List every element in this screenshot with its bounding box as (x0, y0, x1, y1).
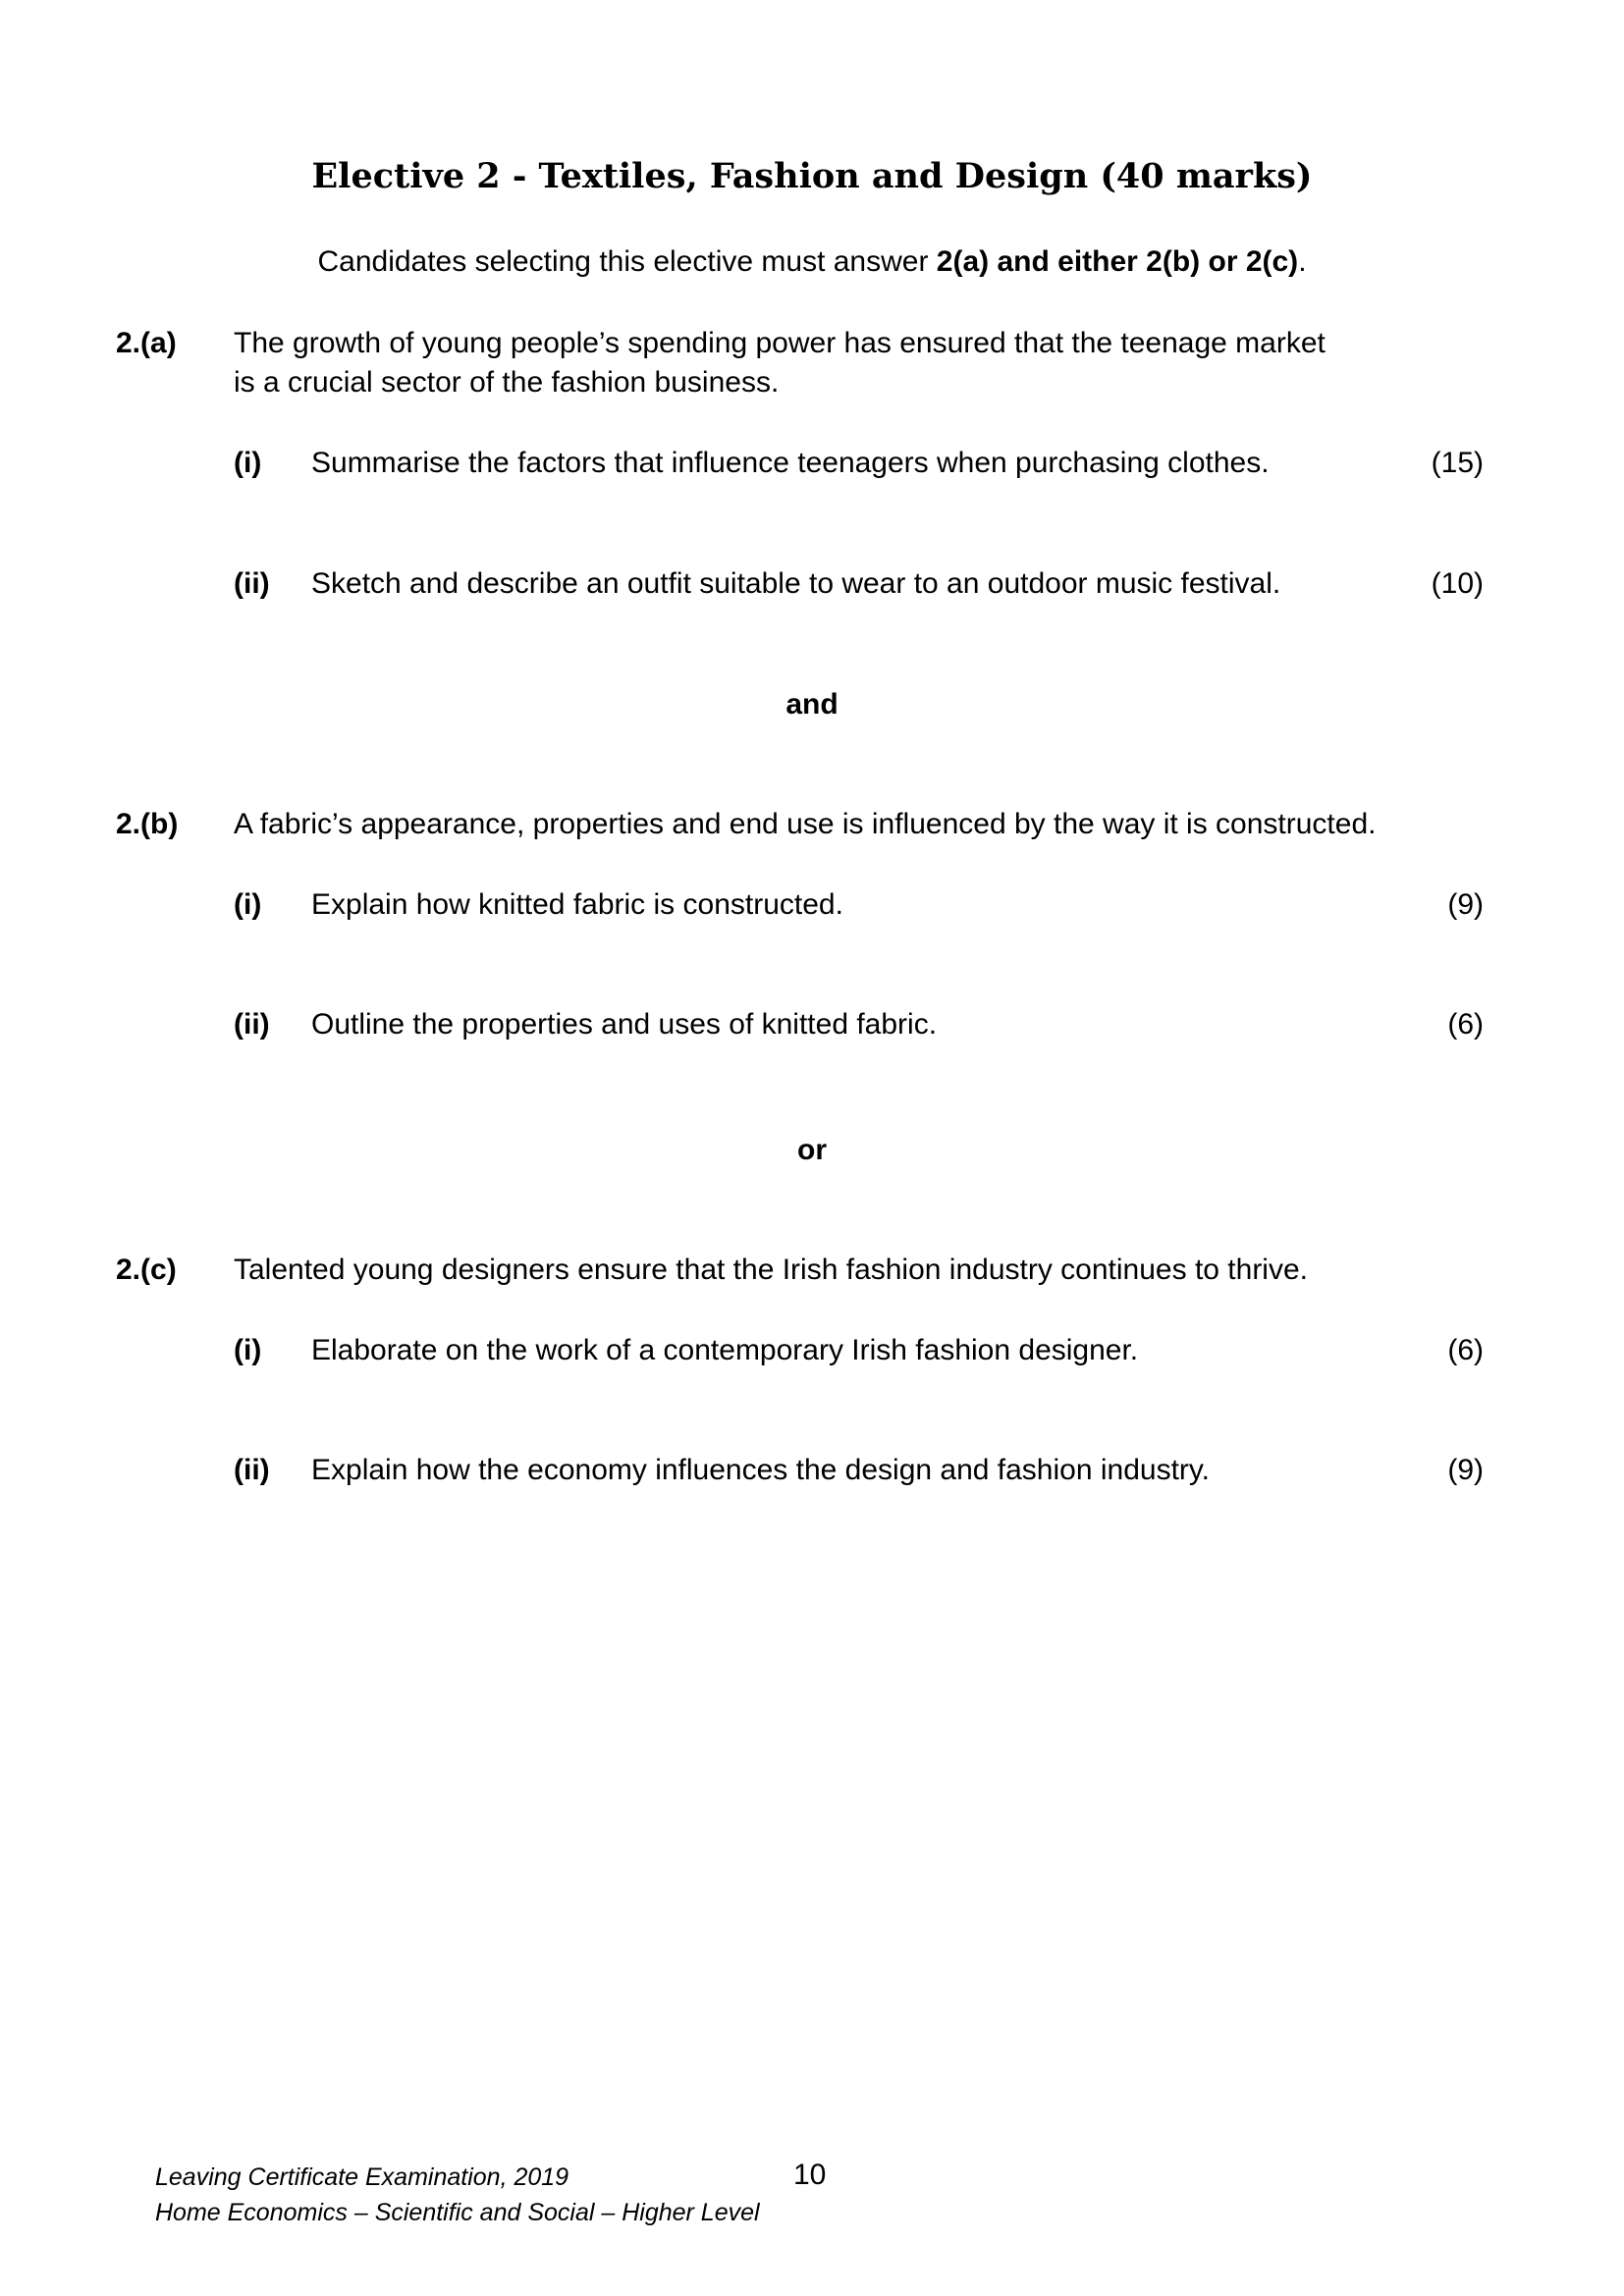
part-marks-2a-ii: (10) (1431, 567, 1484, 600)
page-number: 10 (793, 2159, 827, 2191)
part-marks-2c-i: (6) (1447, 1334, 1484, 1366)
part-text-2c-i: Elaborate on the work of a contemporary Irish fashion designer. (311, 1334, 1139, 1366)
footer (155, 2160, 760, 2230)
part-text-2b-i: Explain how knitted fabric is constructed. (311, 888, 843, 921)
part-text-2c-ii: Explain how the economy influences the design and fashion industry. (311, 1454, 1211, 1486)
footer-subject-line: Home Economics – Scientific and Social – Higher Level (155, 2199, 760, 2226)
part-marks-2c-ii: (9) (1447, 1454, 1484, 1486)
question-stem-2a-line1: The growth of young people’s spending power has ensured that the teenage market (234, 327, 1326, 359)
part-marks-2a-i: (15) (1431, 447, 1484, 479)
connector-and: and (785, 688, 839, 721)
part-label-2c-ii: (ii) (234, 1454, 270, 1486)
instructions-suffix: . (1298, 245, 1307, 278)
question-number-2a: 2.(a) (116, 327, 177, 359)
question-number-2c: 2.(c) (116, 1254, 177, 1286)
connector-or: or (797, 1134, 827, 1166)
footer-exam-line: Leaving Certificate Examination, 2019 (155, 2163, 569, 2191)
part-text-2b-ii: Outline the properties and uses of knitted fabric. (311, 1008, 938, 1041)
question-stem-2a-line2: is a crucial sector of the fashion business. (234, 366, 780, 399)
part-marks-2b-i: (9) (1447, 888, 1484, 921)
question-stem-2b: A fabric’s appearance, properties and end use is influenced by the way it is constructed. (234, 808, 1377, 840)
page-title: Elective 2 - Textiles, Fashion and Design (40 marks) (311, 156, 1313, 196)
part-text-2a-i: Summarise the factors that influence teenagers when purchasing clothes. (311, 447, 1270, 479)
instructions (0, 243, 1624, 281)
question-stem-2c: Talented young designers ensure that the Irish fashion industry continues to thrive. (234, 1254, 1308, 1286)
part-label-2a-ii: (ii) (234, 567, 270, 600)
part-label-2a-i: (i) (234, 447, 262, 479)
part-label-2b-i: (i) (234, 888, 262, 921)
part-text-2a-ii: Sketch and describe an outfit suitable to wear to an outdoor music festival. (311, 567, 1281, 600)
question-number-2b: 2.(b) (116, 808, 179, 840)
question-stem-2a (234, 324, 1441, 402)
part-label-2b-ii: (ii) (234, 1008, 270, 1041)
instructions-emphasis: 2(a) and either 2(b) or 2(c) (936, 245, 1299, 278)
instructions-prefix: Candidates selecting this elective must answer (317, 245, 937, 278)
part-label-2c-i: (i) (234, 1334, 262, 1366)
part-marks-2b-ii: (6) (1447, 1008, 1484, 1041)
